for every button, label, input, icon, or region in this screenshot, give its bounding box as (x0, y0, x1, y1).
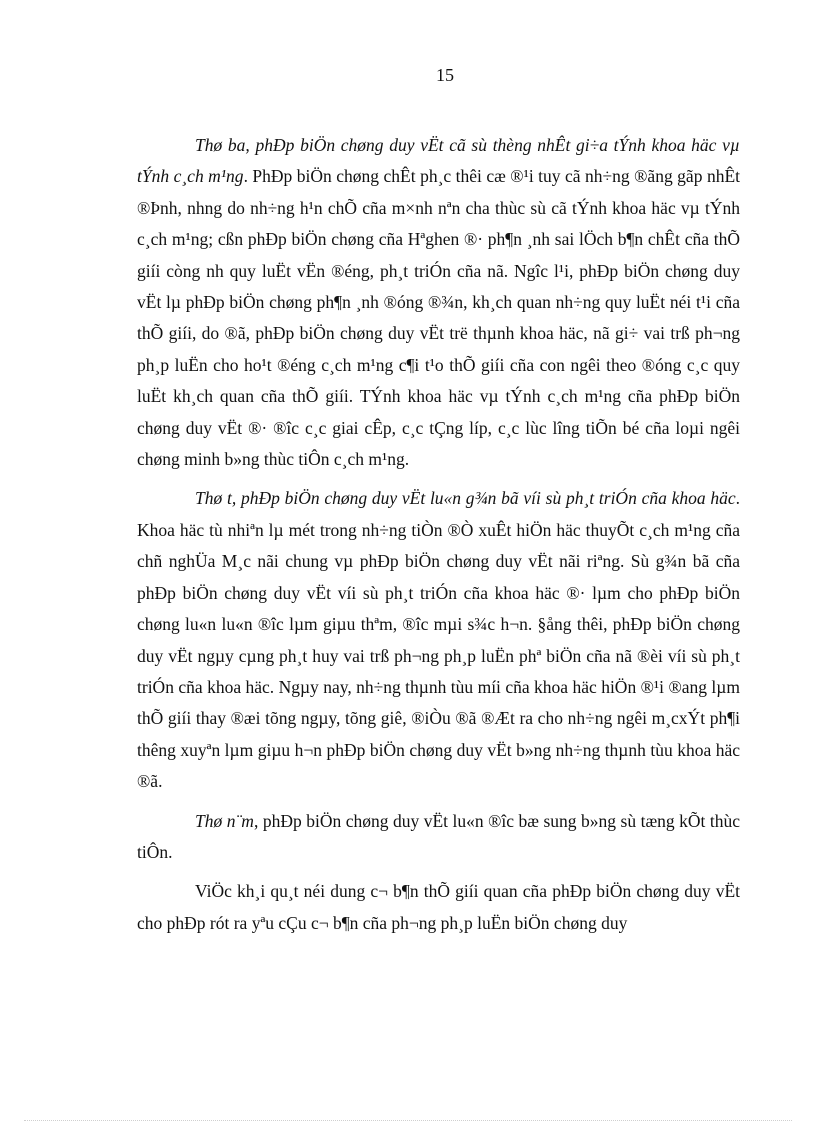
paragraph-fifth-feature (137, 806, 740, 869)
paragraph-summary (137, 876, 740, 939)
paragraph-fourth-feature (137, 483, 740, 797)
paragraph-text: . PhÐp biÖn chøng chÊt ph¸c thêi cæ ®¹i tuy cã nh÷ng ®ãng gãp nhÊt ®Þnh, nhng do nh÷ng h¹n chÕ cña m×nh nªn cha thùc sù cã tÝnh khoa häc vµ tÝnh c¸ch m¹ng; cßn phÐp biÖn chøng cña Hªghen ®· ph¶n ¸nh sai lÖch b¶n chÊt cña thÕ giíi còng nh quy luËt vËn ®éng, ph¸t triÓn cña nã. Ngîc l¹i, phÐp biÖn chøng duy vËt lµ phÐp biÖn chøng ph¶n ¸nh ®óng ®¾n, kh¸ch quan nh÷ng quy luËt néi t¹i cña thÕ giíi, do ®ã, phÐp biÖn chøng duy vËt trë thµnh khoa häc, nã gi÷ vai trß ph¬ng ph¸p luËn cho ho¹t ®éng c¸ch m¹ng c¶i t¹o thÕ giíi cña con ngêi theo ®óng c¸c quy luËt kh¸ch quan cña thÕ giíi. TÝnh khoa häc vµ tÝnh c¸ch m¹ng cña phÐp biÖn chøng duy vËt ®· ®îc c¸c giai cÊp, c¸c tÇng líp, c¸c lùc lîng tiÕn bé cña loµi ngêi chøng minh b»ng thùc tiÔn c¸ch m¹ng. (137, 166, 740, 470)
page-number: 15 (436, 65, 454, 85)
paragraph-lead: Thø n¨m (195, 810, 254, 831)
paragraph-third-feature (137, 130, 740, 475)
paragraph-lead: Thø t, phÐp biÖn chøng duy vËt lu«n g¾n bã víi sù ph¸t triÓn cña khoa häc (195, 488, 736, 509)
document-body (137, 130, 740, 947)
page-bottom-divider (24, 1120, 792, 1121)
paragraph-lead: Thø ba, phÐp biÖn chøng duy vËt cã sù thèng nhÊt gi÷a tÝnh khoa häc vµ tÝnh c¸ch m¹ng (137, 135, 740, 187)
paragraph-text: . Khoa häc tù nhiªn lµ mét trong nh÷ng tiÒn ®Ò xuÊt hiÖn häc thuyÕt c¸ch m¹ng cña chñ nghÜa M¸c nãi chung vµ phÐp biÖn chøng duy vËt nãi riªng. Sù g¾n bã cña phÐp biÖn chøng duy vËt víi sù ph¸t triÓn cña khoa häc ®· lµm cho phÐp biÖn chøng lu«n lu«n ®îc lµm giµu thªm, ®îc mµi s¾c h¬n. §ång thêi, phÐp biÖn chøng duy vËt ngµy cµng ph¸t huy vai trß ph¬ng ph¸p luËn phª biÖn cña nã ®èi víi sù ph¸t triÓn cña khoa häc. Ngµy nay, nh÷ng thµnh tùu míi cña khoa häc hiÖn ®¹i ®ang lµm thÕ giíi thay ®æi tõng ngµy, tõng giê, ®iÒu ®ã ®Æt ra cho nh÷ng ngêi m¸cxÝt ph¶i thêng xuyªn lµm giµu h¬n phÐp biÖn chøng duy vËt b»ng nh÷ng thµnh tùu khoa häc ®ã. (137, 488, 740, 792)
paragraph-text: , phÐp biÖn chøng duy vËt lu«n ®îc bæ sung b»ng sù tæng kÕt thùc tiÔn. (137, 810, 741, 862)
paragraph-text: ViÖc kh¸i qu¸t néi dung c¬ b¶n thÕ giíi quan cña phÐp biÖn chøng duy vËt cho phÐp rót ra yªu cÇu c¬ b¶n cña ph¬ng ph¸p luËn biÖn chøng duy (137, 881, 740, 933)
